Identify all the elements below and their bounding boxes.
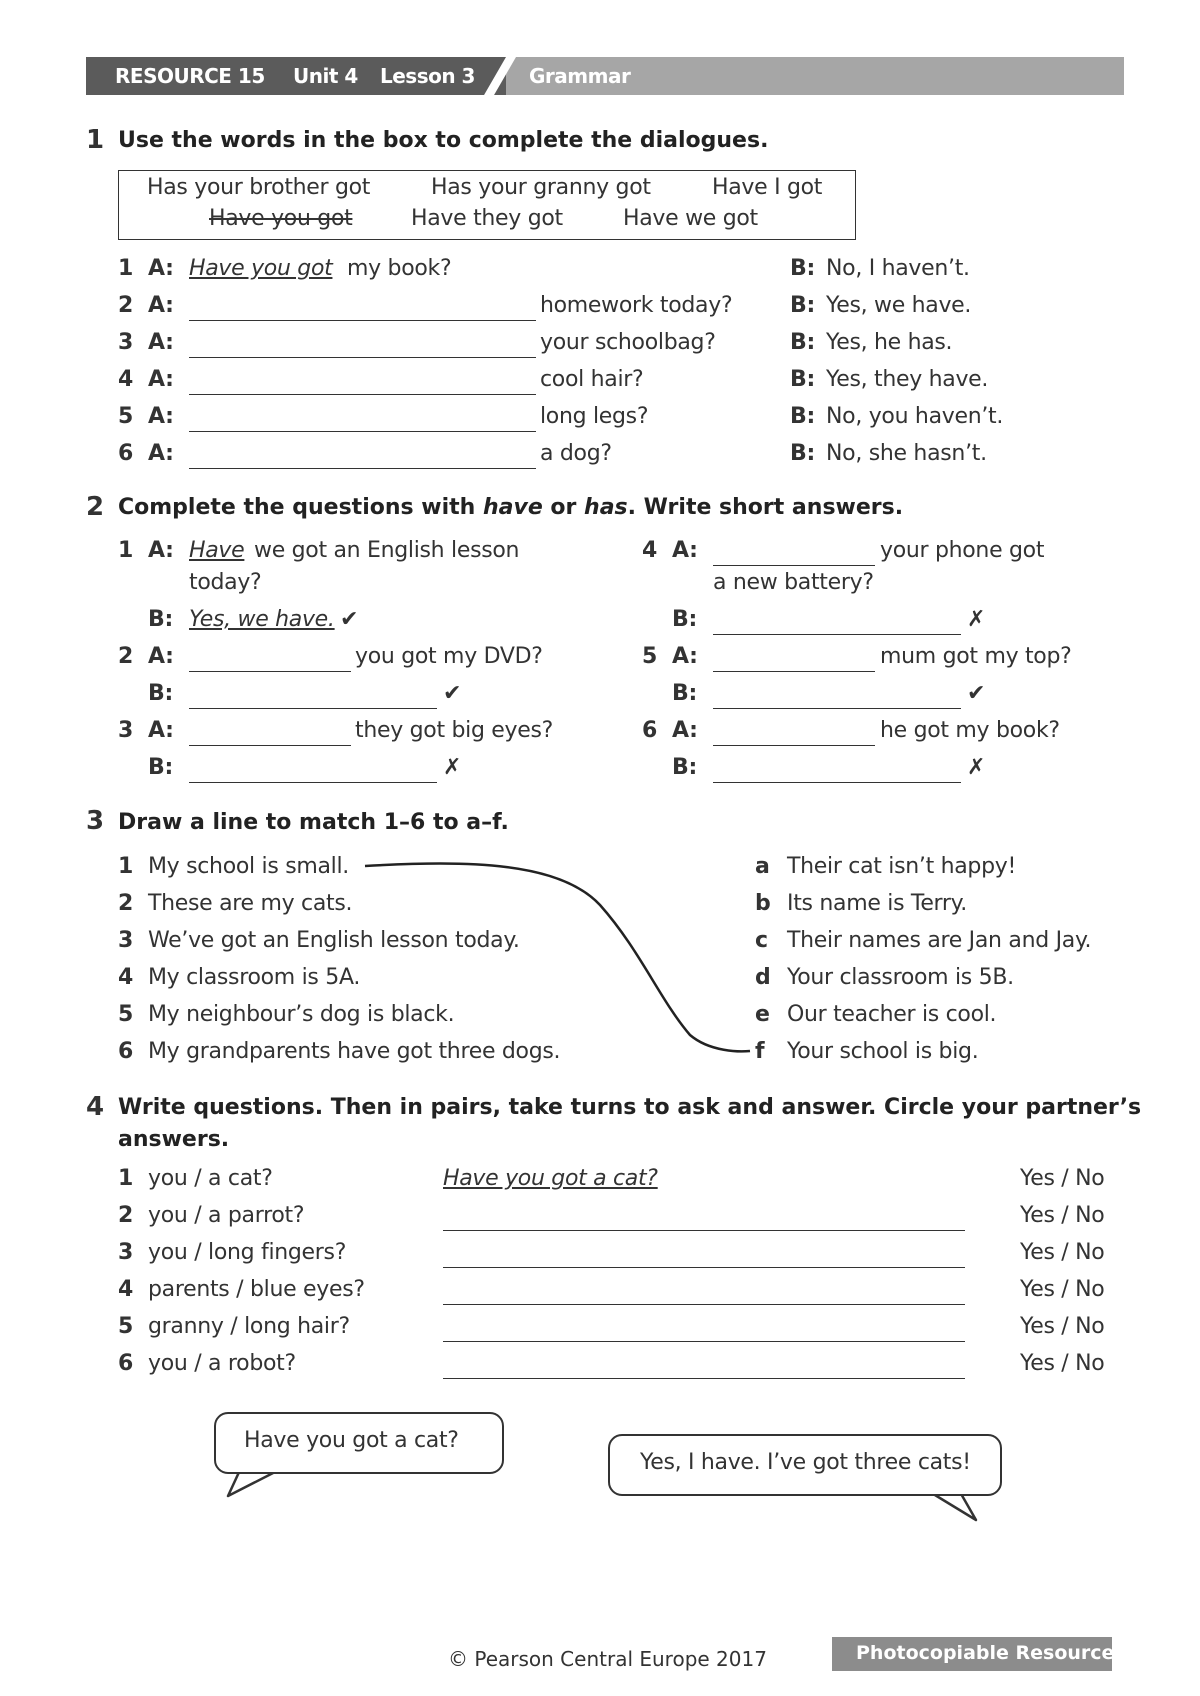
item-number: 1 [118,256,134,281]
section-2-number: 2 [86,492,105,522]
speaker-b: B: [790,256,815,281]
item-letter: b [755,891,771,916]
speaker-a: A: [148,441,174,466]
question-text: today? [189,570,262,595]
speaker-a: A: [148,644,174,669]
section-1-number: 1 [86,125,105,155]
speaker-b: B: [790,330,815,355]
match-text: Their cat isn’t happy! [787,854,1016,879]
speaker-a: A: [672,644,698,669]
question-tail: they got big eyes? [355,718,554,743]
speaker-b: B: [790,404,815,429]
section-3-number: 3 [86,806,105,836]
box-word: Have they got [411,206,563,231]
copyright: © Pearson Central Europe 2017 [448,1647,767,1671]
item-number: 4 [118,1277,134,1302]
unit-label: Unit 4 [293,64,358,88]
match-text: We’ve got an English lesson today. [148,928,520,953]
question-tail: he got my book? [880,718,1060,743]
item-number: 5 [118,1314,134,1339]
question-tail: my book? [347,256,452,281]
item-number: 2 [118,1203,134,1228]
match-text: Its name is Terry. [787,891,967,916]
box-word: Has your brother got [147,175,371,200]
section-4-number: 4 [86,1092,105,1122]
item-number: 5 [118,404,134,429]
yes-no-choice[interactable]: Yes / No [1020,1240,1105,1265]
example-question: Have you got a cat? [443,1166,658,1191]
speaker-b: B: [672,755,697,780]
question-text: we got an English lesson [254,538,520,563]
item-number: 1 [118,538,134,563]
yes-no-choice[interactable]: Yes / No [1020,1351,1105,1376]
match-text: These are my cats. [148,891,353,916]
match-text: My classroom is 5A. [148,965,361,990]
item-number: 1 [118,1166,134,1191]
item-letter: d [755,965,771,990]
reply: No, I haven’t. [826,256,970,281]
item-letter: f [755,1039,765,1064]
item-letter: a [755,854,770,879]
match-text: Your school is big. [787,1039,979,1064]
item-number: 3 [118,928,134,953]
item-number: 2 [118,293,134,318]
speaker-a: A: [148,538,174,563]
cross-icon: ✗ [967,607,986,632]
yes-no-choice[interactable]: Yes / No [1020,1203,1105,1228]
speaker-b: B: [148,607,173,632]
question-tail: you got my DVD? [355,644,543,669]
box-word: Has your granny got [431,175,651,200]
cross-icon: ✗ [967,755,986,780]
question-tail: cool hair? [540,367,644,392]
prompt: you / a parrot? [148,1203,305,1228]
prompt: parents / blue eyes? [148,1277,365,1302]
tick-icon: ✔ [443,681,462,706]
speaker-b: B: [148,755,173,780]
bubble-text: Have you got a cat? [244,1428,459,1453]
photocopiable-label: Photocopiable Resources [856,1642,1126,1664]
item-number: 5 [642,644,658,669]
title-part: . Write short answers. [627,495,904,520]
item-number: 4 [118,367,134,392]
tick-icon: ✔ [340,607,359,632]
match-text: My neighbour’s dog is black. [148,1002,455,1027]
prompt: you / a cat? [148,1166,273,1191]
question-text: your phone got [880,538,1045,563]
item-number: 4 [118,965,134,990]
reply: Yes, they have. [826,367,989,392]
item-number: 6 [642,718,658,743]
speaker-a: A: [148,330,174,355]
speaker-a: A: [148,367,174,392]
tick-icon: ✔ [967,681,986,706]
speaker-b: B: [672,607,697,632]
item-number: 5 [118,1002,134,1027]
lesson-label: Lesson 3 [380,64,475,88]
speaker-b: B: [672,681,697,706]
item-number: 6 [118,441,134,466]
speaker-b: B: [790,367,815,392]
section-4-title-cont: answers. [118,1127,230,1152]
speaker-b: B: [790,293,815,318]
bubble-tail-right [930,1492,976,1520]
example-answer: Have [189,538,245,563]
reply: Yes, we have. [826,293,972,318]
item-number: 4 [642,538,658,563]
title-part: or [542,495,585,520]
resource-label: RESOURCE 15 [115,64,265,88]
item-number: 2 [118,891,134,916]
example-short-answer: Yes, we have. [189,607,335,632]
question-tail: homework today? [540,293,733,318]
box-word: Have we got [623,206,758,231]
speaker-a: A: [148,718,174,743]
item-letter: c [755,928,768,953]
speaker-b: B: [790,441,815,466]
speaker-a: A: [148,293,174,318]
speaker-a: A: [672,718,698,743]
reply: No, she hasn’t. [826,441,987,466]
topic-label: Grammar [529,64,631,88]
question-text: a new battery? [713,570,874,595]
reply: Yes, he has. [826,330,953,355]
photocopiable-badge [832,1637,1126,1671]
item-number: 3 [118,1240,134,1265]
yes-no-choice[interactable]: Yes / No [1020,1314,1105,1339]
item-number: 2 [118,644,134,669]
speaker-b: B: [148,681,173,706]
match-text: Their names are Jan and Jay. [787,928,1092,953]
reply: No, you haven’t. [826,404,1004,429]
question-tail: a dog? [540,441,612,466]
speaker-a: A: [148,404,174,429]
question-tail: your schoolbag? [540,330,716,355]
box-word-crossed: Have you got [209,206,353,231]
speech-bubble-question [214,1412,504,1474]
title-have: have [482,495,543,520]
match-text: Your classroom is 5B. [787,965,1014,990]
yes-no-choice[interactable]: Yes / No [1020,1277,1105,1302]
item-number: 3 [118,330,134,355]
item-number: 1 [118,854,134,879]
section-1-title: Use the words in the box to complete the dialogues. [118,128,769,153]
speaker-a: A: [148,256,174,281]
title-part: Complete the questions with [118,495,483,520]
question-tail: long legs? [540,404,649,429]
example-answer: Have you got [189,256,333,281]
cross-icon: ✗ [443,755,462,780]
bubble-text: Yes, I have. I’ve got three cats! [640,1450,971,1475]
match-text: My grandparents have got three dogs. [148,1039,561,1064]
question-tail: mum got my top? [880,644,1072,669]
item-number: 3 [118,718,134,743]
speaker-a: A: [672,538,698,563]
prompt: you / long fingers? [148,1240,347,1265]
section-4-title: Write questions. Then in pairs, take turns to ask and answer. Circle your partner’s [118,1095,1142,1120]
match-text: My school is small. [148,854,349,879]
section-3-title: Draw a line to match 1–6 to a–f. [118,810,509,835]
title-has: has [584,495,628,520]
box-word: Have I got [712,175,823,200]
prompt: granny / long hair? [148,1314,350,1339]
speech-bubble-answer [608,1434,1002,1496]
match-text: Our teacher is cool. [787,1002,997,1027]
prompt: you / a robot? [148,1351,296,1376]
item-number: 6 [118,1351,134,1376]
yes-no-choice[interactable]: Yes / No [1020,1166,1105,1191]
item-letter: e [755,1002,770,1027]
item-number: 6 [118,1039,134,1064]
